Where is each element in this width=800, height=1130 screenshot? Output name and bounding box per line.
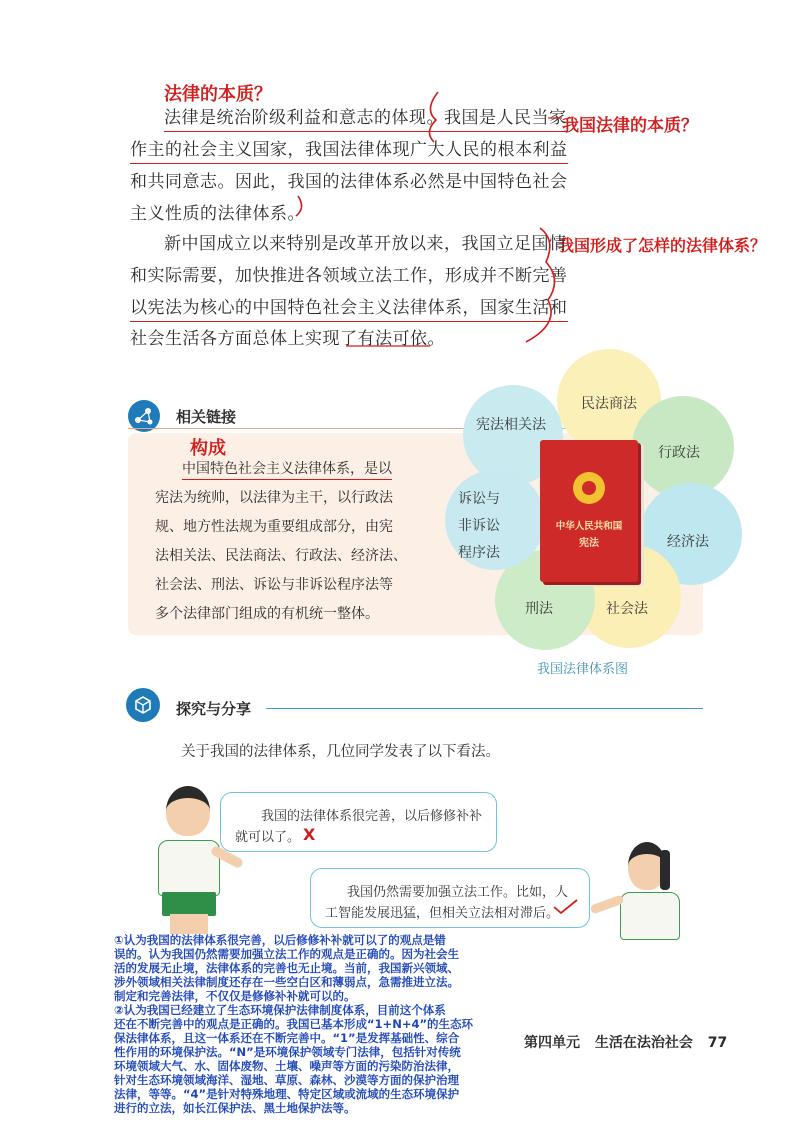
boy-speech-line-1: 我国的法律体系很完善，以后修修补补 [261, 809, 483, 824]
boy-speech-line-2: 就可以了。 [235, 830, 301, 845]
girl-speech-line-2: 工智能发展迅猛，但相关立法相对滞后。 [325, 906, 560, 921]
footer-unit: 第四单元 [524, 1035, 580, 1051]
para2-line-3-text: 以宪法为核心的中国特色社会主义法律体系，国家生活和 [130, 298, 568, 322]
answer-line-3: 活的发展无止境，法律体系的完善也无止境。当前，我国新兴领域、 [114, 961, 459, 975]
petal-label-economic: 经济法 [667, 534, 709, 550]
para1-line-3: 和共同意志。因此，我国的法律体系必然是中国特色社会 [130, 172, 568, 192]
answer-line-6: ②认为我国已经建立了生态环境保护法律制度体系，目前这个体系 [114, 1003, 446, 1017]
answer-line-11: 针对生态环境领域海洋、湿地、草原、森林、沙漠等方面的保护治理 [114, 1073, 459, 1087]
petal-label-criminal: 刑法 [525, 601, 553, 617]
para1-line-1-text: 法律是统治阶级利益和意志的体现。我国是人民当家 [164, 108, 567, 132]
check-mark-icon [551, 897, 581, 917]
answer-line-1: ①认为我国的法律体系很完善，以后修修补补就可以了的观点是错 [114, 933, 446, 947]
footer-unit-title: 生活在法治社会 [594, 1035, 693, 1051]
related-line-2: 宪法为统帅，以法律为主干，以行政法 [155, 490, 393, 506]
explore-divider [266, 708, 703, 709]
boy-legs [170, 914, 208, 934]
annotation-composition: 构成 [190, 438, 226, 459]
explore-icon [126, 688, 160, 722]
answer-line-2: 误的。认为我国仍然需要加强立法工作的观点是正确的。因为社会生 [114, 947, 459, 961]
answer-line-13: 进行的立法，如长江保护法、黑土地保护法等。 [114, 1101, 356, 1115]
answer-line-9: 性作用的环境保护法。“N”是环境保护领域专门法律，包括针对传统 [114, 1045, 461, 1059]
annotation-cn-law-essence: 我国法律的本质？ [562, 116, 698, 136]
related-line-4: 法相关法、民法商法、行政法、经济法、 [155, 548, 407, 564]
related-line-1 [182, 458, 392, 478]
girl-shirt [620, 892, 680, 940]
para1-line-2-text: 作主的社会主义国家，我国法律体现广大人民的根本利益 [130, 140, 568, 164]
answer-line-7: 还在不断完善中的观点是正确的。我国已基本形成“1+N+4”的生态环 [114, 1017, 474, 1031]
answer-line-5: 制定和完善法律，不仅仅是修修补补就可以的。 [114, 989, 356, 1003]
petal-label-litigation-3: 程序法 [458, 545, 500, 561]
related-line-3: 规、地方性法规为重要组成部分，由宪 [155, 519, 393, 535]
handwritten-brackets [0, 0, 800, 360]
page-footer [524, 1030, 727, 1054]
answer-line-10: 环境领域大气、水、固体废物、土壤、噪声等方面的污染防治法律， [114, 1059, 459, 1073]
answer-line-8: 保法律体系，且这一体系还在不断完善中。“1”是发挥基础性、综合 [114, 1031, 460, 1045]
book-emblem-icon [573, 472, 605, 504]
para1-line-4: 主义性质的法律体系。 [130, 204, 305, 224]
petal-label-litigation-1: 诉讼与 [458, 491, 500, 507]
book-subtitle: 宪法 [579, 538, 599, 549]
para2-line-4: 社会生活各方面总体上实现了有法可依。 [130, 329, 445, 349]
para2-line-1: 新中国成立以来特别是改革开放以来，我国立足国情 [164, 234, 567, 254]
related-link-title: 相关链接 [176, 408, 237, 426]
annotation-law-essence: 法律的本质？ [164, 84, 272, 105]
boy-head [166, 786, 210, 836]
speech-bubble-girl [310, 868, 590, 928]
petal-label-social: 社会法 [606, 601, 648, 617]
constitution-book [540, 440, 638, 582]
petal-label-civil-commercial: 民法商法 [581, 396, 637, 412]
girl-hair [660, 850, 670, 890]
related-line-5: 社会法、刑法、诉讼与非诉讼程序法等 [155, 577, 393, 593]
footer-page-number: 77 [707, 1035, 728, 1051]
wrong-mark: X [303, 825, 316, 844]
boy-shirt [158, 840, 220, 896]
speech-bubble-boy [220, 792, 497, 852]
related-line-1-text: 中国特色社会主义法律体系，是以 [182, 461, 392, 480]
para2-line-2: 和实际需要，加快推进各领域立法工作，形成并不断完善 [130, 266, 568, 286]
boy-shorts [162, 892, 216, 916]
book-title: 中华人民共和国 [555, 521, 623, 532]
related-line-6: 多个法律部门组成的有机统一整体。 [155, 606, 379, 622]
answer-line-12: 法律，等等。“4”是针对特殊地理、特定区域或流域的生态环境保护 [114, 1087, 460, 1101]
explore-title: 探究与分享 [176, 700, 252, 718]
petal-label-litigation-2: 非诉讼 [458, 518, 500, 534]
explore-intro: 关于我国的法律体系，几位同学发表了以下看法。 [181, 744, 500, 760]
petal-label-administrative: 行政法 [658, 445, 700, 461]
annotation-law-system-form: 我国形成了怎样的法律体系？ [558, 236, 767, 255]
girl-speech-line-1: 我国仍然需要加强立法工作。比如，人 [347, 885, 569, 900]
diagram-caption: 我国法律体系图 [537, 662, 629, 677]
petal-label-constitution-related: 宪法相关法 [476, 417, 546, 433]
answer-line-4: 涉外领域相关法律制度还存在一些空白区和薄弱点，急需推进立法。 [114, 975, 459, 989]
